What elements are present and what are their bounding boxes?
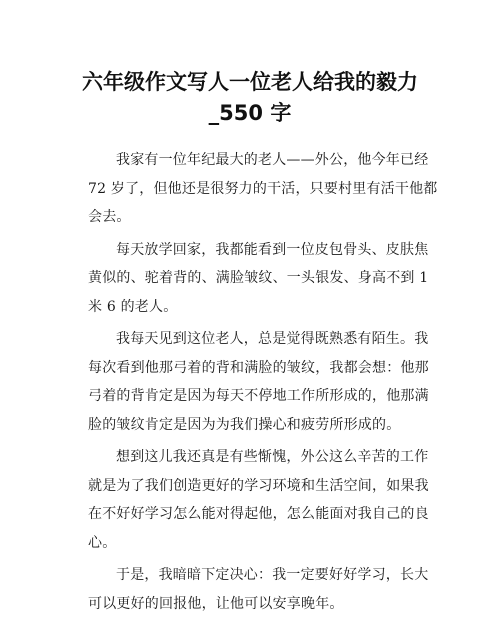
paragraph-line: 每天放学回家，我都能看到一位皮包骨头、皮肤焦 (116, 241, 429, 258)
paragraph-line: 会去。 (88, 209, 131, 225)
paragraph-4 (88, 443, 429, 557)
paragraph-line: 米 6 的老人。 (88, 298, 178, 315)
paragraph-line: 我家有一位年纪最大的老人——外公，他今年已经 (116, 152, 429, 168)
paragraph-line: 于是，我暗暗下定决心：我一定要好好学习，长大 (116, 567, 429, 583)
paragraph-line: 黄似的、驼着背的、满脸皱纹、一头银发、身高不到 1 (88, 270, 429, 286)
paragraph-line: 我每天见到这位老人，总是觉得既熟悉有陌生。我 (116, 331, 429, 347)
paragraph-2 (88, 236, 429, 322)
paragraph-line: 在不好好学习怎么能对得起他，怎么能面对我自己的良 (88, 506, 429, 522)
paragraph-1 (88, 146, 438, 232)
paragraph-line: 脸的皱纹肯定是因为为我们操心和疲劳所形成的。 (88, 416, 401, 433)
document-body (88, 146, 438, 622)
paragraph-line: 心。 (88, 534, 117, 551)
paragraph-line: 弓着的背肯定是因为每天不停地工作所形成的，他那满 (88, 388, 429, 404)
document-title-line-1: 六年级作文写人一位老人给我的毅力 (82, 70, 418, 94)
paragraph-line: 72 岁了，但他还是很努力的干活，只要村里有活干他都 (88, 180, 438, 197)
paragraph-line: 就是为了我们创造更好的学习环境和生活空间，如果我 (88, 477, 429, 494)
paragraph-line: 想到这儿我还真是有些惭愧，外公这么辛苦的工作 (116, 449, 429, 465)
document-title-line-2: _550 字 (208, 101, 292, 125)
paragraph-5 (88, 561, 429, 618)
paragraph-3 (88, 325, 429, 439)
paragraph-line: 每次看到他那弓着的背和满脸的皱纹，我都会想：他那 (88, 359, 429, 376)
paragraph-line: 可以更好的回报他，让他可以安享晚年。 (88, 595, 344, 612)
